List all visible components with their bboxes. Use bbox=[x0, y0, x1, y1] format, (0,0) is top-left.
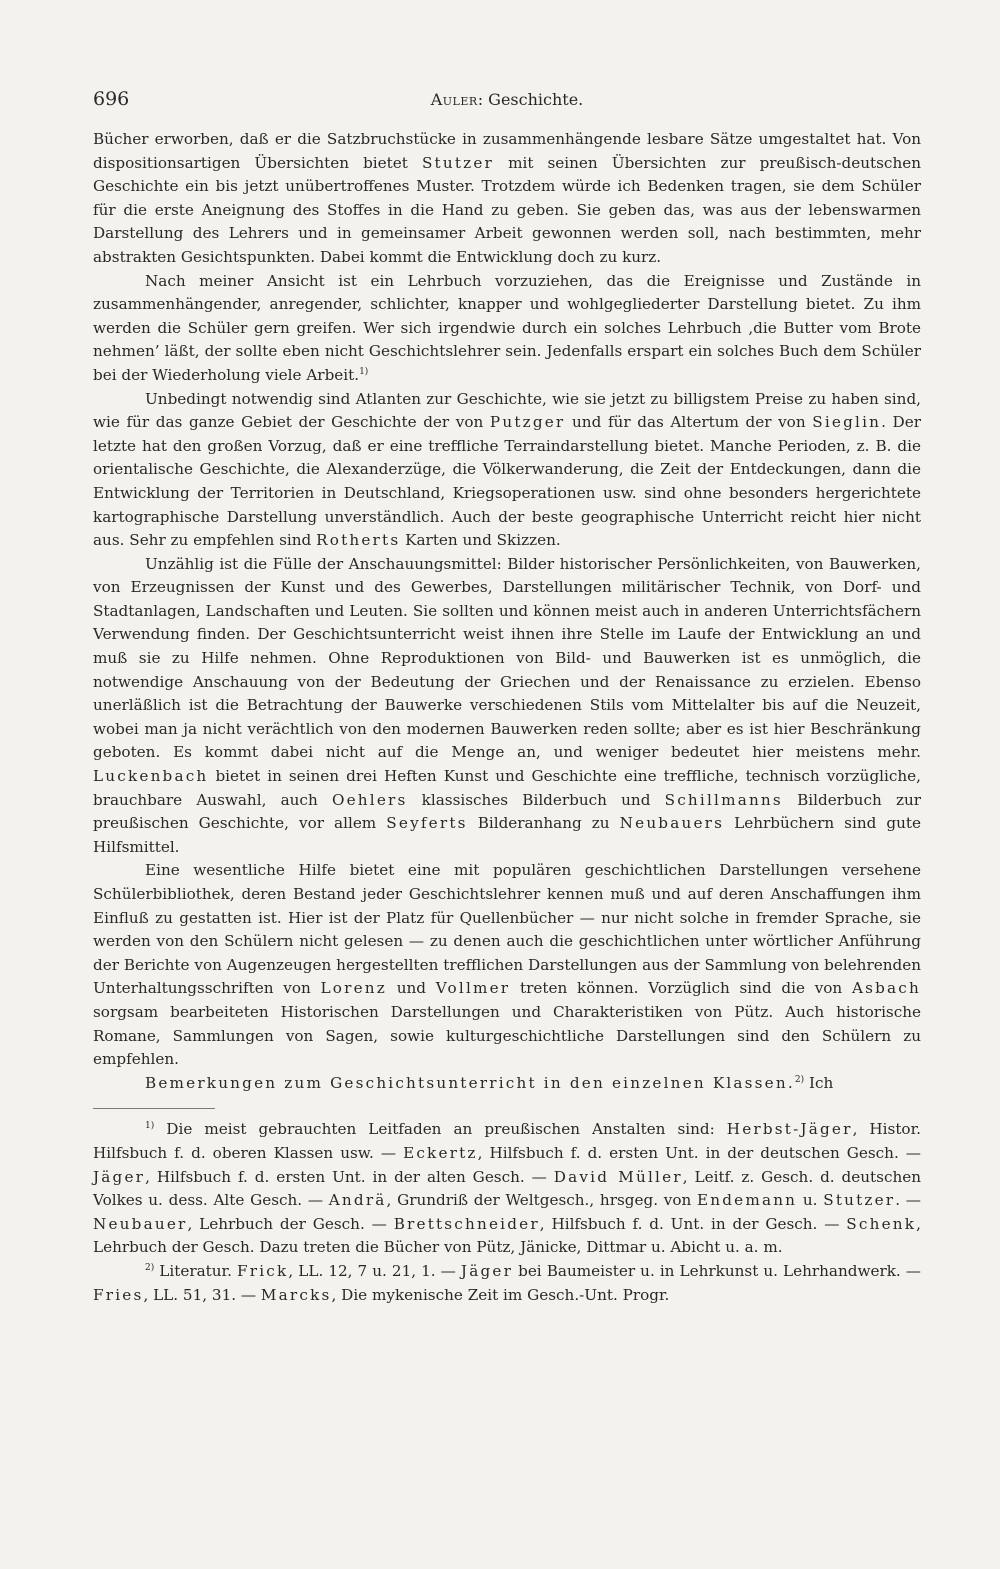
text-run: , LL. 12, 7 u. 21, 1. — bbox=[288, 1261, 461, 1280]
text-run: , Lehrbuch der Gesch. Dazu treten die Bücher von Pütz, Jänicke, Dittmar u. Abicht u. a. m. bbox=[93, 1214, 921, 1257]
text-run: , Grundriß der Weltgesch., hrsgeg. von bbox=[386, 1191, 697, 1210]
footnote bbox=[93, 1260, 921, 1307]
footnote-marker: 1) bbox=[359, 366, 369, 377]
name-emphasis: Neubauers bbox=[619, 814, 725, 833]
name-emphasis: Brettschneider bbox=[393, 1214, 540, 1233]
text-run: Bilderanhang zu bbox=[467, 814, 620, 833]
name-emphasis: Rotherts bbox=[316, 531, 401, 550]
name-emphasis: Fries bbox=[93, 1285, 144, 1304]
name-emphasis: Frick bbox=[237, 1261, 289, 1280]
text-run: , Lehrbuch der Gesch. — bbox=[187, 1214, 394, 1233]
footnote bbox=[93, 1118, 921, 1260]
text-run: Unbedingt notwendig sind Atlanten zur Geschichte, wie sie jetzt zu billigstem Preise zu haben sind, wie für das ganze Gebiet der Geschichte der von bbox=[93, 389, 921, 432]
text-run: treten können. Vorzüglich sind die von bbox=[510, 979, 852, 998]
name-emphasis: Jäger bbox=[460, 1261, 514, 1280]
running-head-author: Auler bbox=[430, 90, 478, 109]
paragraph bbox=[93, 388, 921, 553]
name-emphasis: Vollmer bbox=[435, 979, 511, 998]
text-run: Bilderbuch zur preußischen Geschichte, vor allem bbox=[93, 790, 921, 833]
running-head-title: : Geschichte. bbox=[477, 90, 584, 109]
text-run: u. bbox=[797, 1191, 824, 1210]
text-run: klassisches Bilderbuch und bbox=[407, 790, 665, 809]
name-emphasis: Marcks bbox=[260, 1285, 332, 1304]
name-emphasis: Seyferts bbox=[386, 814, 468, 833]
name-emphasis: Schenk bbox=[846, 1214, 917, 1233]
name-emphasis: Jäger bbox=[93, 1167, 146, 1186]
paragraph bbox=[93, 1072, 921, 1096]
text-run: Karten und Skizzen. bbox=[400, 531, 561, 550]
name-emphasis: Stutzer bbox=[823, 1191, 896, 1210]
text-run: . — bbox=[895, 1191, 921, 1210]
page-number: 696 bbox=[93, 88, 130, 110]
name-emphasis: Asbach bbox=[851, 979, 921, 998]
text-run: , Hilfsbuch f. d. Unt. in der Gesch. — bbox=[539, 1214, 847, 1233]
name-emphasis: David Müller bbox=[553, 1167, 683, 1186]
name-emphasis: Luckenbach bbox=[93, 767, 209, 786]
text-run: Unzählig ist die Fülle der Anschauungsmittel: Bilder historischer Persönlichkeiten, von Bauwerken, von Erzeugnissen der Kunst und des Gewerbes, Darstellungen militärischer Technik, von Dorf- und Stadtanlagen, Landschaften und Leuten. Sie sollten und können meist auch in anderen Unterrichtsfächern Verwendung finden. Der Geschichtsunterricht weist ihnen ihre Stelle im Laufe der Entwicklung an und muß sie zu Hilfe nehmen. Ohne Reproduktionen von Bild- und Bauwerken ist es unmöglich, die notwendige Anschauung von der Bedeutung der Griechen und der Renaissance zu erzielen. Ebenso unerläßlich ist die Betrachtung der Bauwerke verschiedenen Stils vom Mittelalter bis auf die Neuzeit, wobei man ja nicht verächtlich von den modernen Bauwerken reden sollte; aber es ist hier Beschränkung geboten. Es kommt dabei nicht auf die Menge an, und weniger bedeutet hier meistens mehr. bbox=[93, 554, 921, 762]
text-run: Ich bbox=[804, 1073, 834, 1092]
name-emphasis: Andrä bbox=[328, 1191, 387, 1210]
footnote-marker: 2) bbox=[794, 1074, 805, 1085]
text-run: Literatur. bbox=[154, 1261, 238, 1280]
text-run: , Leitf. z. Gesch. d. deutschen Volkes u. dess. Alte Gesch. — bbox=[93, 1167, 921, 1210]
book-page bbox=[93, 88, 921, 1307]
body-text bbox=[93, 128, 921, 1095]
footnotes bbox=[93, 1118, 921, 1307]
text-run: Lehrbüchern sind gute Hilfsmittel. bbox=[93, 814, 921, 856]
paragraph bbox=[93, 859, 921, 1071]
text-run: Eine wesentliche Hilfe bietet eine mit populären geschichtlichen Darstellungen versehene Schülerbibliothek, deren Bestand jeder Geschichtslehrer kennen muß und auf deren Anschaffungen ihm Einfluß zu gestatten ist. Hier ist der Platz für Quellenbücher — nur nicht solche in fremder Sprache, sie werden von den Schülern nicht gelesen — zu denen auch die geschichtlichen unter wörtlicher Anführung der Berichte von Augenzeugen hergestellten trefflichen Darstellungen aus der Sammlung von belehrenden Unterhaltungsschriften von bbox=[93, 861, 921, 998]
text-run: und bbox=[386, 979, 436, 998]
text-run: Nach meiner Ansicht ist ein Lehrbuch vorzuziehen, das die Ereignisse und Zustände in zusammenhängender, anregender, schlichter, knapper und wohlgegliederter Darstellung bietet. Zu ihm werden die Schüler gern greifen. Wer sich irgendwie durch ein solches Lehrbuch ‚die Butter vom Brote nehmen’ läßt, der sollte eben nicht Geschichtslehrer sein. Jedenfalls erspart ein solches Buch dem Schüler bei der Wiederholung viele Arbeit. bbox=[93, 271, 921, 384]
text-run: bietet in seinen drei Heften Kunst und Geschichte eine treffliche, technisch vorzügliche, brauchbare Auswahl, auch bbox=[93, 767, 921, 809]
name-emphasis: Schillmanns bbox=[664, 790, 783, 809]
text-run: sorgsam bearbeiteten Historischen Darstellungen und Charakteristiken von Pütz. Auch historische Romane, Sammlungen von Sagen, sowie kulturgeschichtliche Darstellungen sind den Schülern zu empfehlen. bbox=[93, 1002, 921, 1069]
text-run: bei Baumeister u. in Lehrkunst u. Lehrhandwerk. — bbox=[513, 1261, 921, 1280]
name-emphasis: Eckertz bbox=[403, 1143, 478, 1162]
text-run: , Histor. Hilfsbuch f. d. oberen Klassen usw. — bbox=[93, 1120, 921, 1162]
paragraph bbox=[93, 553, 921, 860]
name-emphasis: Oehlers bbox=[331, 790, 408, 809]
name-emphasis: Bemerkungen zum Geschichtsunterricht in den einzelnen Klassen. bbox=[145, 1073, 795, 1092]
name-emphasis: Herbst-Jäger bbox=[726, 1120, 853, 1139]
text-run: Bücher erworben, daß er die Satzbruchstücke in zusammenhängende lesbare Sätze umgestaltet hat. Von dispositionsartigen Übersichten bietet bbox=[93, 130, 921, 172]
text-run: , LL. 51, 31. — bbox=[143, 1285, 261, 1304]
paragraph bbox=[93, 270, 921, 388]
footnote-marker: 2) bbox=[145, 1262, 155, 1273]
text-run: Die meist gebrauchten Leitfaden an preußischen Anstalten sind: bbox=[154, 1120, 727, 1139]
footnote-marker: 1) bbox=[145, 1121, 155, 1132]
text-run: , Hilfsbuch f. d. ersten Unt. in der deutschen Gesch. — bbox=[477, 1143, 921, 1162]
text-run: , Die mykenische Zeit im Gesch.-Unt. Progr. bbox=[331, 1285, 670, 1304]
name-emphasis: Lorenz bbox=[320, 979, 387, 998]
name-emphasis: Neubauer bbox=[93, 1214, 188, 1233]
name-emphasis: Putzger bbox=[489, 413, 566, 432]
text-run: mit seinen Übersichten zur preußisch-deutschen Geschichte ein bis jetzt unübertroffenes Muster. Trotzdem würde ich Bedenken tragen, sie dem Schüler für die erste Aneignung des Stoffes in die Hand zu geben. Sie geben das, was aus der lebenswarmen Darstellung des Lehrers und in gemeinsamer Arbeit gewonnen werden soll, nach bestimmten, mehr abstrakten Gesichtspunkten. Dabei kommt die Entwicklung doch zu kurz. bbox=[93, 153, 921, 266]
text-run: , Hilfsbuch f. d. ersten Unt. in der alten Gesch. — bbox=[145, 1167, 554, 1186]
text-run: und für das Altertum der von bbox=[565, 413, 813, 432]
page-header bbox=[93, 88, 921, 118]
text-run: . Der letzte hat den großen Vorzug, daß er eine treffliche Terraindarstellung bietet. Manche Perioden, z. B. die orientalische Geschichte, die Alexanderzüge, die Völkerwanderung, die Zeit der Entdeckungen, dann die Entwicklung der Territorien in Deutschland, Kriegsoperationen usw. sind ohne besonders hergerichtete kartographische Darstellung unverständlich. Auch der beste geographische Unterricht reicht hier nicht aus. Sehr zu empfehlen sind bbox=[93, 413, 921, 550]
footnote-rule bbox=[93, 1108, 215, 1109]
running-head bbox=[93, 90, 921, 109]
paragraph bbox=[93, 128, 921, 270]
name-emphasis: Stutzer bbox=[421, 153, 494, 172]
name-emphasis: Endemann bbox=[696, 1191, 798, 1210]
name-emphasis: Sieglin bbox=[812, 413, 882, 432]
